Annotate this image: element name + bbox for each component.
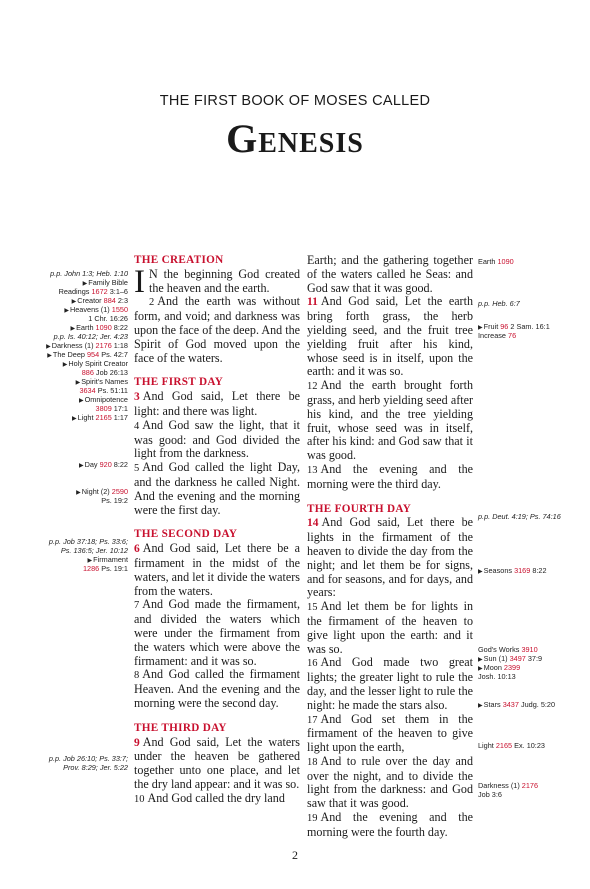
- verse-text: And God said, Let the waters under the heaven be gathered together unto one place, and let the dry land appear: and it was so.: [134, 734, 300, 791]
- reference-label: p.p. Deut. 4:19; Ps. 74:16: [478, 512, 561, 521]
- reference-label: Stars: [483, 700, 503, 709]
- margin-reference: [49, 754, 128, 763]
- reference-label: Spirit's Names: [81, 377, 128, 386]
- verse-8: [134, 668, 300, 710]
- margin-reference: [59, 287, 128, 296]
- margin-reference: [478, 741, 545, 750]
- verse-number: 13: [307, 464, 318, 476]
- verse-number: 3: [134, 391, 140, 404]
- reference-number: 2176: [95, 341, 112, 350]
- reference-verse: Ps. 42:7: [99, 350, 128, 359]
- pointer-triangle-icon: ▶: [78, 463, 84, 469]
- margin-reference: [82, 368, 128, 377]
- verse-number: 16: [307, 658, 318, 670]
- margin-reference: [49, 537, 128, 546]
- reference-label: 1 Chr. 16:26: [88, 314, 128, 323]
- verse-18: [307, 755, 473, 811]
- reference-label: Firmament: [93, 555, 128, 564]
- margin-reference: [478, 672, 516, 681]
- verse-14: [307, 516, 473, 600]
- reference-verse: 17:1: [111, 404, 128, 413]
- verse-19: [307, 811, 473, 840]
- reference-verse: 8:22: [111, 460, 128, 469]
- section-heading-second-day: THE SECOND DAY: [134, 528, 238, 541]
- reference-number: 3910: [521, 645, 538, 654]
- reference-label: p.p. Job 37:18; Ps. 33:6;: [48, 537, 128, 546]
- margin-reference: [63, 763, 128, 772]
- section-heading-third-day: THE THIRD DAY: [134, 721, 227, 734]
- verse-text: And God called the dry land: [147, 790, 285, 805]
- pointer-triangle-icon: ▶: [70, 326, 76, 332]
- verse-text: And God said, Let there be lights in the firmament of the heaven to divide the day from the night; and let them be for signs, and for seasons, and for days, and years:: [307, 515, 473, 600]
- verse-2: [134, 295, 300, 365]
- verse-text: N the beginning God created the heaven and the earth.: [149, 266, 300, 295]
- margin-reference: [79, 386, 128, 395]
- pointer-triangle-icon: ▶: [46, 344, 51, 350]
- margin-reference: [478, 257, 514, 266]
- margin-reference: [478, 299, 520, 308]
- margin-reference: [54, 332, 128, 341]
- margin-reference: [72, 413, 128, 424]
- verse-text: And the earth was without form, and void; and darkness was upon the face of the deep. And the Spirit of God moved upon the face of the waters.: [134, 294, 300, 365]
- margin-reference: [101, 496, 128, 505]
- verse-text: Earth; and the gathering together of the waters called he Seas: and God saw that it was good.: [307, 253, 473, 295]
- reference-verse: 1:18: [111, 341, 128, 350]
- verse-number: 15: [307, 602, 318, 614]
- reference-label: Fruit: [483, 322, 501, 331]
- verse-number: 11: [307, 296, 318, 309]
- pointer-triangle-icon: ▶: [478, 657, 483, 663]
- verse-text: And God made two great lights; the greater light to rule the day, and the lesser light to rule the night: he made the stars also.: [307, 655, 473, 712]
- verse-11: [307, 295, 473, 379]
- text-column-right: [307, 254, 473, 840]
- reference-number: 2165: [95, 413, 112, 422]
- reference-label: Readings: [58, 287, 92, 296]
- verse-number: 2: [149, 297, 155, 309]
- verse-text: And God called the light Day, and the darkness he called Night. And the evening and the morning were the first day.: [134, 460, 300, 517]
- verse-15: [307, 600, 473, 656]
- reference-verse: Judg. 5:20: [518, 700, 556, 709]
- verse-text: And the evening and the morning were the fourth day.: [307, 810, 473, 839]
- page-number: 2: [292, 848, 298, 862]
- reference-label: Family Bible: [88, 278, 128, 287]
- verse-text: And to rule over the day and over the night, and to divide the light from the darkness: and God saw that it was good.: [307, 753, 473, 811]
- verse-text: And God said, Let there be a firmament in the midst of the waters, and let it divide the waters from the waters.: [134, 541, 300, 598]
- reference-label: p.p. Heb. 6:7: [478, 299, 520, 308]
- verse-number: 5: [134, 463, 140, 475]
- reference-label: Job 3:6: [478, 790, 502, 799]
- pointer-triangle-icon: ▶: [62, 362, 68, 368]
- reference-number: 1090: [497, 257, 514, 266]
- margin-reference: [478, 645, 538, 654]
- reference-number: 920: [99, 460, 112, 469]
- reference-label: God's Works: [478, 645, 522, 654]
- reference-number: 886: [81, 368, 94, 377]
- reference-number: 96: [500, 322, 509, 331]
- verse-text: And God called the firmament Heaven. And the evening and the morning were the second day.: [134, 667, 300, 710]
- reference-label: Light: [478, 741, 496, 750]
- verse-10: [134, 792, 300, 807]
- reference-label: Earth: [478, 257, 498, 266]
- margin-reference: [478, 512, 561, 521]
- reference-verse: 1:17: [111, 413, 128, 422]
- reference-label: Sun (1): [483, 654, 510, 663]
- margin-reference: [50, 269, 128, 278]
- pointer-triangle-icon: ▶: [78, 398, 84, 404]
- margin-reference: [96, 404, 128, 413]
- reference-number: 2399: [503, 663, 521, 672]
- pointer-triangle-icon: ▶: [64, 308, 69, 314]
- verse-number: 4: [134, 420, 140, 432]
- reference-number: 2165: [495, 741, 513, 750]
- section-heading-fourth-day: THE FOURTH DAY: [307, 502, 412, 515]
- margin-reference: [478, 781, 538, 790]
- reference-label: Creator: [77, 296, 104, 305]
- reference-number: 954: [87, 350, 100, 359]
- reference-label: The Deep: [52, 350, 87, 359]
- verse-5: [134, 461, 300, 517]
- verse-10-continued: [307, 254, 473, 295]
- drop-cap: I: [134, 263, 145, 300]
- margin-reference: [88, 314, 128, 323]
- section-heading-creation: THE CREATION: [134, 254, 224, 266]
- reference-verse: 37:9: [525, 654, 543, 663]
- reference-verse: 2 Sam. 16:1: [508, 322, 550, 331]
- reference-verse: 8:22: [111, 323, 128, 332]
- reference-number: 884: [103, 296, 116, 305]
- reference-label: Heavens (1): [69, 305, 112, 314]
- margin-reference: [478, 700, 555, 711]
- reference-verse: Ex. 10:23: [512, 741, 545, 750]
- text-column-left: [134, 254, 300, 806]
- pointer-triangle-icon: ▶: [87, 558, 93, 564]
- reference-number: 76: [508, 331, 517, 340]
- pointer-triangle-icon: ▶: [71, 299, 77, 305]
- verse-1: [134, 263, 300, 300]
- reference-number: 3437: [502, 700, 519, 709]
- reference-number: 2590: [111, 487, 128, 496]
- verse-number: 6: [134, 543, 140, 556]
- reference-label: p.p. Job 26:10; Ps. 33:7;: [48, 754, 128, 763]
- reference-label: Prov. 8:29; Jer. 5:22: [63, 763, 128, 772]
- verse-number: 8: [134, 670, 140, 682]
- book-title: Genesis: [226, 116, 364, 161]
- reference-verse: Ps. 51:11: [95, 386, 128, 395]
- verse-number: 10: [134, 793, 145, 805]
- margin-reference: [478, 331, 516, 340]
- verse-6: [134, 542, 300, 598]
- reference-label: Seasons: [483, 566, 515, 575]
- reference-number: 1286: [82, 564, 100, 573]
- reference-label: p.p. Is. 40:12; Jer. 4:23: [53, 332, 128, 341]
- margin-reference: [83, 564, 128, 573]
- verse-text: And God said, Let there be light: and there was light.: [134, 389, 300, 418]
- reference-number: 1550: [111, 305, 128, 314]
- pointer-triangle-icon: ▶: [76, 490, 81, 496]
- reference-label: Ps. 136:5; Jer. 10:12: [60, 546, 128, 555]
- verse-number: 17: [307, 714, 318, 726]
- reference-label: Earth: [76, 323, 96, 332]
- verse-7: [134, 598, 300, 668]
- margin-reference: [478, 790, 502, 799]
- pointer-triangle-icon: ▶: [478, 569, 483, 575]
- reference-label: Ps. 19:2: [101, 496, 128, 505]
- verse-text: And God made the firmament, and divided the waters which were under the firmament from the waters which were above the firmament: and it was so.: [134, 597, 300, 668]
- reference-verse: 3:1–6: [107, 287, 128, 296]
- verse-number: 14: [307, 517, 319, 530]
- verse-9: [134, 736, 300, 792]
- verse-16: [307, 656, 473, 712]
- reference-number: 2176: [521, 781, 539, 790]
- verse-text: And God said, Let the earth bring forth grass, the herb yielding seed, and the fruit tree yielding fruit after his kind, whose seed is in itself, upon the earth: and it was so.: [307, 294, 473, 379]
- book-kicker: THE FIRST BOOK OF MOSES CALLED: [159, 93, 431, 109]
- verse-text: And God saw the light, that it was good: and God divided the light from the darkness.: [134, 417, 300, 461]
- reference-label: Day: [84, 460, 100, 469]
- verse-text: And the earth brought forth grass, and herb yielding seed after his kind, and the tree yielding fruit, whose seed was in itself, after his kind: and God saw that it was good.: [307, 378, 473, 463]
- reference-number: 1090: [95, 323, 112, 332]
- reference-label: Josh. 10:13: [478, 672, 516, 681]
- verse-number: 18: [307, 756, 318, 768]
- verse-number: 7: [134, 600, 140, 612]
- verse-3: [134, 390, 300, 419]
- pointer-triangle-icon: ▶: [72, 416, 77, 422]
- verse-number: 9: [134, 736, 140, 749]
- margin-reference: [61, 546, 128, 555]
- reference-label: Moon: [483, 663, 504, 672]
- verse-text: And the evening and the morning were the third day.: [307, 461, 473, 491]
- pointer-triangle-icon: ▶: [47, 353, 52, 359]
- reference-label: Increase: [478, 331, 509, 340]
- reference-label: Holy Spirit Creator: [68, 359, 128, 368]
- pointer-triangle-icon: ▶: [478, 325, 483, 331]
- pointer-triangle-icon: ▶: [478, 703, 483, 709]
- reference-number: 1672: [91, 287, 108, 296]
- verse-12: [307, 379, 473, 463]
- reference-label: Night (2): [81, 487, 112, 496]
- margin-reference: [79, 460, 128, 471]
- verse-4: [134, 419, 300, 461]
- reference-verse: 8:22: [530, 566, 547, 575]
- pointer-triangle-icon: ▶: [478, 666, 483, 672]
- margin-reference: [478, 566, 547, 577]
- reference-verse: 2:3: [115, 296, 128, 305]
- reference-label: p.p. John 1:3; Heb. 1:10: [50, 269, 128, 278]
- reference-verse: Ps. 19:1: [99, 564, 128, 573]
- verse-number: 19: [307, 813, 318, 825]
- verse-text: And let them be for lights in the firmament of the heaven to give light upon the earth: and it was so.: [307, 599, 473, 656]
- reference-label: Omnipotence: [84, 395, 128, 404]
- pointer-triangle-icon: ▶: [82, 281, 88, 287]
- reference-number: 3497: [509, 654, 526, 663]
- reference-verse: Job 26:13: [93, 368, 128, 377]
- verse-17: [307, 713, 473, 755]
- pointer-triangle-icon: ▶: [75, 380, 81, 386]
- verse-text: And God set them in the firmament of the heaven to give light upon the earth,: [307, 711, 473, 755]
- verse-number: 12: [307, 381, 318, 393]
- reference-label: Darkness (1): [478, 781, 522, 790]
- reference-label: Darkness (1): [51, 341, 96, 350]
- section-heading-first-day: THE FIRST DAY: [134, 376, 224, 389]
- reference-label: Light: [77, 413, 96, 422]
- reference-number: 3634: [79, 386, 96, 395]
- verse-13: [307, 463, 473, 492]
- reference-number: 3809: [95, 404, 112, 413]
- reference-number: 3169: [514, 566, 531, 575]
